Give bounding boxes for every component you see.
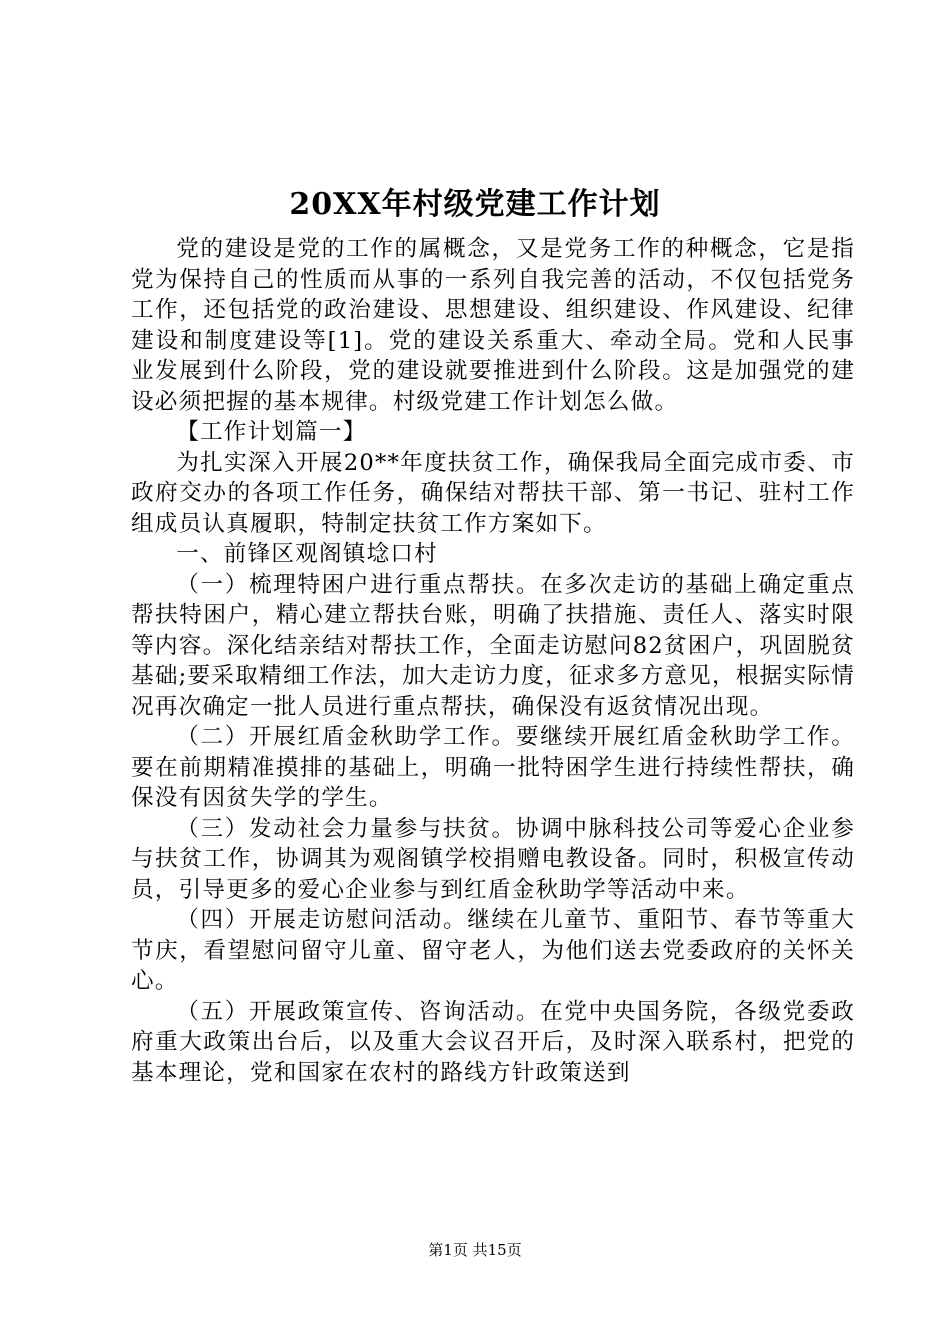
item-paragraph-2: （二）开展红盾金秋助学工作。要继续开展红盾金秋助学工作。要在前期精准摸排的基础上，明确一批特困学生进行持续性帮扶，确保没有因贫失学的学生。 — [131, 724, 855, 811]
item-paragraph-5: （五）开展政策宣传、咨询活动。在党中央国务院，各级党委政府重大政策出台后，以及重大会议召开后，及时深入联系村，把党的基本理论，党和国家在农村的路线方针政策送到 — [131, 998, 855, 1086]
plan-intro-paragraph: 为扎实深入开展20**年度扶贫工作，确保我局全面完成市委、市政府交办的各项工作任务，确保结对帮扶干部、第一书记、驻村工作组成员认真履职，特制定扶贫工作方案如下。 — [131, 449, 855, 537]
item-paragraph-3: （三）发动社会力量参与扶贫。协调中脉科技公司等爱心企业参与扶贫工作，协调其为观阁镇学校捐赠电教设备。同时，积极宣传动员，引导更多的爱心企业参与到红盾金秋助学等活动中来。 — [131, 815, 855, 903]
village-heading: 一、前锋区观阁镇埝口村 — [176, 541, 438, 567]
item-paragraph-4: （四）开展走访慰问活动。继续在儿童节、重阳节、春节等重大节庆，看望慰问留守儿童、留守老人，为他们送去党委政府的关怀关心。 — [131, 907, 855, 994]
intro-paragraph: 党的建设是党的工作的属概念，又是党务工作的种概念，它是指党为保持自己的性质而从事的一系列自我完善的活动，不仅包括党务工作，还包括党的政治建设、思想建设、组织建设、作风建设、纪律建设和制度建设等[1]。党的建设关系重大、牵动全局。党和人民事业发展到什么阶段，党的建设就要推进到什么阶段。这是加强党的建设必须把握的基本规律。村级党建工作计划怎么做。 — [131, 236, 855, 415]
page-footer: 第1页 共15页 — [428, 1241, 522, 1259]
document-title: 20XX年村级党建工作计划 — [289, 187, 661, 222]
document-body — [131, 234, 855, 1088]
section-heading: 【工作计划篇一】 — [176, 419, 367, 445]
item-paragraph-1: （一）梳理特困户进行重点帮扶。在多次走访的基础上确定重点帮扶特困户，精心建立帮扶台账，明确了扶措施、责任人、落实时限等内容。深化结亲结对帮扶工作，全面走访慰问82贫困户，巩固脱贫基础;要采取精细工作法，加大走访力度，征求多方意见，根据实际情况再次确定一批人员进行重点帮扶，确保没有返贫情况出现。 — [131, 571, 855, 720]
